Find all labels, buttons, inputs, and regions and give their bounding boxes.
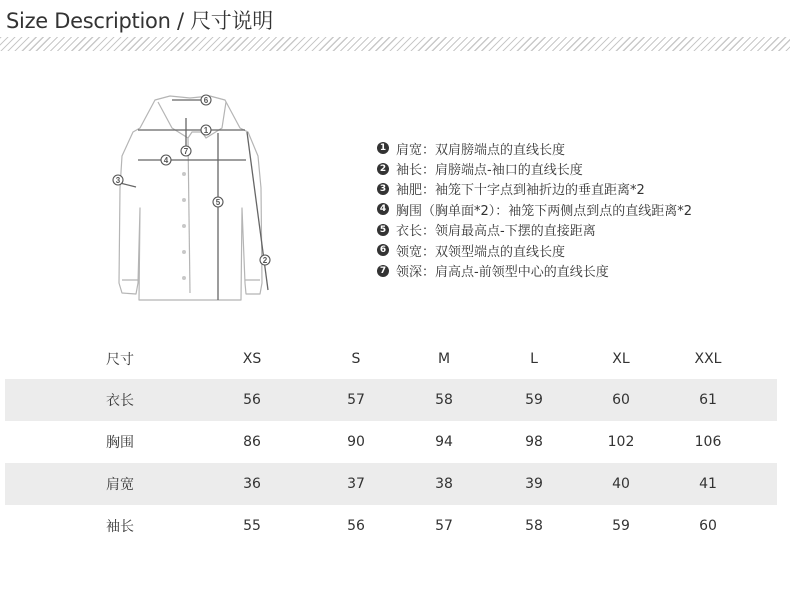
header-cell: XS (242, 351, 262, 367)
svg-text:3: 3 (115, 176, 121, 185)
table-header-row (5, 339, 777, 379)
header-cell: XL (612, 351, 630, 367)
marker-3 (113, 175, 123, 185)
svg-text:2: 2 (262, 256, 268, 265)
table-cell: 86 (243, 434, 261, 450)
table-cell: 55 (243, 518, 261, 534)
table-cell: 39 (525, 476, 543, 492)
shirt-buttons (182, 172, 186, 280)
table-cell: 38 (435, 476, 453, 492)
measurement-lines (120, 100, 268, 300)
header-cell: M (437, 351, 451, 367)
number-badge-icon: 7 (377, 265, 389, 277)
row-label: 衣长 (106, 393, 134, 409)
table-cell: 41 (699, 476, 717, 492)
table-cell: 106 (694, 434, 722, 450)
marker-1 (201, 125, 211, 135)
header-cell: 尺寸 (106, 352, 134, 368)
table-cell: 102 (607, 434, 635, 450)
decorative-stripe-divider (0, 37, 790, 51)
table-cell: 61 (699, 392, 717, 408)
table-cell: 56 (347, 518, 365, 534)
table-cell: 37 (347, 476, 365, 492)
number-badge-icon: 1 (377, 142, 389, 154)
legend-text: 肩宽：双肩膀端点的直线长度 (396, 142, 566, 158)
row-label: 袖长 (106, 519, 134, 535)
measurement-legend (377, 138, 692, 281)
table-cell: 58 (435, 392, 453, 408)
number-badge-icon: 4 (377, 203, 389, 215)
svg-text:6: 6 (203, 96, 209, 105)
legend-text: 胸围（胸单面*2）：袖笼下两侧点到点的直线距离*2 (396, 203, 693, 219)
shirt-measurement-diagram (100, 88, 290, 310)
row-label: 肩宽 (106, 477, 134, 493)
table-cell: 57 (347, 392, 365, 408)
legend-item (377, 179, 692, 199)
header-cell: L (530, 351, 538, 367)
svg-text:4: 4 (163, 156, 169, 165)
table-cell: 98 (525, 434, 543, 450)
marker-6 (201, 95, 211, 105)
table-cell: 58 (525, 518, 543, 534)
legend-text: 领宽：双领型端点的直线长度 (396, 244, 566, 260)
svg-text:7: 7 (183, 147, 189, 156)
legend-item (377, 138, 692, 158)
legend-text: 领深：肩高点-前领型中心的直线长度 (396, 265, 609, 281)
legend-item (377, 240, 692, 260)
legend-item (377, 220, 692, 240)
marker-4 (161, 155, 171, 165)
number-badge-icon: 2 (377, 163, 389, 175)
table-cell: 40 (612, 476, 630, 492)
table-cell: 57 (435, 518, 453, 534)
table-row (5, 379, 777, 421)
marker-circles (113, 95, 270, 265)
header-cell: S (351, 351, 361, 367)
table-cell: 56 (243, 392, 261, 408)
table-cell: 60 (612, 392, 630, 408)
legend-text: 衣长：领肩最高点-下摆的直接距离 (396, 224, 596, 240)
page-title: Size Description / 尺寸说明 (6, 9, 273, 33)
table-cell: 60 (699, 518, 717, 534)
size-table (5, 339, 777, 547)
table-row (5, 463, 777, 505)
legend-text: 袖肥：袖笼下十字点到袖折边的垂直距离*2 (396, 183, 645, 199)
svg-text:1: 1 (203, 126, 209, 135)
legend-item (377, 260, 692, 280)
table-cell: 36 (243, 476, 261, 492)
shirt-outline-icon (119, 96, 262, 300)
table-cell: 90 (347, 434, 365, 450)
number-badge-icon: 6 (377, 244, 389, 256)
table-cell: 94 (435, 434, 453, 450)
header-cell: XXL (694, 351, 722, 367)
table-cell: 59 (612, 518, 630, 534)
row-label: 胸围 (106, 435, 134, 451)
legend-item (377, 158, 692, 178)
marker-5 (213, 197, 223, 207)
measure-line-3 (120, 183, 136, 187)
legend-item (377, 199, 692, 219)
svg-text:5: 5 (215, 198, 221, 207)
table-row (5, 421, 777, 463)
legend-text: 袖长：肩膀端点-袖口的直线长度 (396, 163, 583, 179)
table-row (5, 505, 777, 547)
marker-2 (260, 255, 270, 265)
table-cell: 59 (525, 392, 543, 408)
number-badge-icon: 3 (377, 183, 389, 195)
number-badge-icon: 5 (377, 224, 389, 236)
marker-7 (181, 146, 191, 156)
